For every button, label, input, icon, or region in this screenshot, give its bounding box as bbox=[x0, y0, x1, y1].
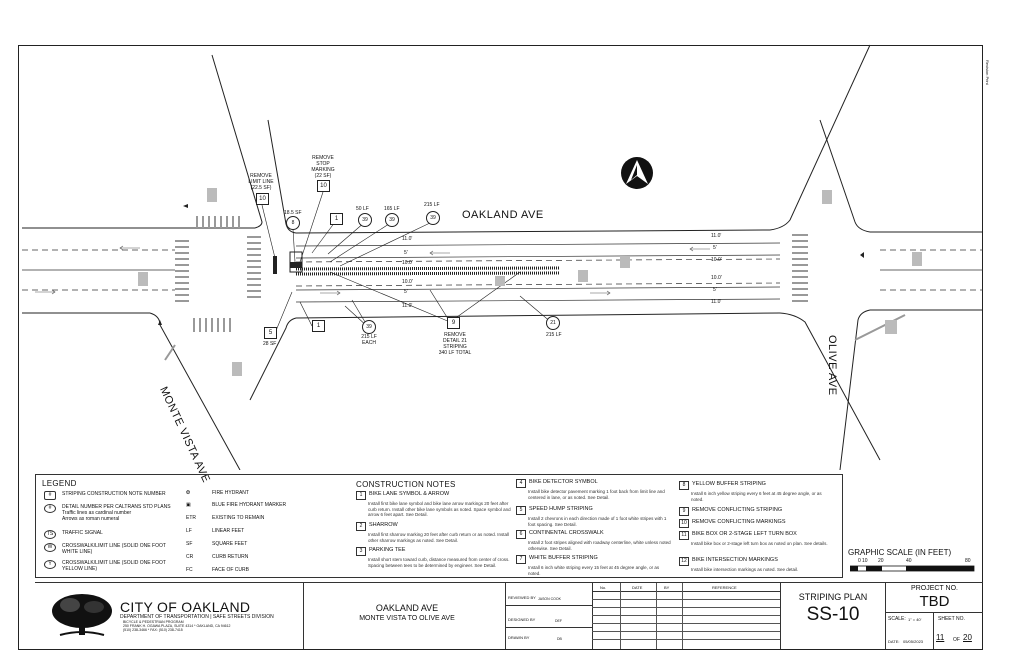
legend-item bbox=[44, 530, 194, 539]
removal-hatch bbox=[296, 268, 560, 269]
note-desc: Install first bike lane symbol and bike lane arrow markings 20 feet after curb return. Install other bike lane symbols as noted. Space symbol and arrow 6 feet apart. See Detail. bbox=[368, 501, 511, 517]
scale-tick: 0 bbox=[858, 558, 861, 564]
callout-215-lf-each: 215 LF EACH bbox=[361, 334, 377, 346]
reviewed-by: JASON COOK bbox=[538, 597, 561, 601]
department: DEPARTMENT OF TRANSPORTATION | SAFE STREETS DIVISION bbox=[120, 614, 274, 620]
note-number: 2 bbox=[356, 522, 366, 531]
designed-by-label: DESIGNED BY bbox=[508, 617, 536, 622]
note-title: SPEED HUMP STRIPING bbox=[529, 506, 593, 512]
street-label-olive: OLIVE AVE bbox=[826, 335, 838, 396]
callout-215-lf-right: 215 LF bbox=[546, 332, 562, 338]
sheet-title: STRIPING PLAN bbox=[798, 592, 868, 602]
divider bbox=[506, 605, 592, 606]
note-title: YELLOW BUFFER STRIPING bbox=[692, 481, 766, 487]
note-desc: Install 6 inch yellow striping every 6 feet at 45 degree angle, or as noted. bbox=[691, 491, 822, 502]
note-box-10: 10 bbox=[317, 180, 330, 192]
rev-header: DATE bbox=[632, 585, 643, 590]
drawn-by-label: DRAWN BY bbox=[508, 635, 530, 640]
rev-header: No. bbox=[600, 585, 607, 590]
lane-dim: 10.0' bbox=[711, 257, 722, 263]
scale-tick: 10 bbox=[862, 558, 868, 564]
sheet-of: OF bbox=[953, 637, 960, 643]
legend-notes-box bbox=[35, 474, 843, 578]
note-title: REMOVE CONFLICTING STRIPING bbox=[692, 507, 783, 513]
graphic-scale-bar bbox=[850, 565, 976, 573]
legend2-label: LINEAR FEET bbox=[212, 528, 245, 534]
legend2-item bbox=[186, 515, 306, 521]
note-title: REMOVE CONFLICTING MARKINGS bbox=[692, 519, 786, 525]
note-box-10: 10 bbox=[256, 193, 269, 205]
project-title: OAKLAND AVE bbox=[375, 603, 439, 613]
revision-table bbox=[592, 583, 780, 649]
note-desc: Install bike intersection markings as noted. See detail. bbox=[691, 567, 799, 572]
date-label: DATE: bbox=[888, 639, 900, 644]
construction-note bbox=[679, 557, 834, 573]
lane-dim: 5' bbox=[404, 289, 408, 295]
legend-label: STRIPING CONSTRUCTION NOTE NUMBER bbox=[62, 491, 166, 497]
construction-note bbox=[516, 530, 671, 551]
drawn-by: DB bbox=[557, 637, 562, 641]
legend-item bbox=[44, 504, 194, 522]
construction-note bbox=[679, 507, 834, 516]
legend2-abbr: CR bbox=[186, 554, 194, 560]
legend2-abbr: SF bbox=[186, 541, 193, 547]
note-title: CONTINENTAL CROSSWALK bbox=[529, 530, 604, 536]
margin-text: Revision Print bbox=[985, 60, 990, 85]
note-number: 8 bbox=[679, 481, 689, 490]
sheet-code: SS-10 bbox=[806, 604, 860, 625]
scale-tick: 80 bbox=[965, 558, 971, 564]
legend-symbol: W bbox=[44, 543, 56, 552]
lane-dim: 5' bbox=[713, 287, 717, 293]
project-no-label: PROJECT NO. bbox=[911, 585, 958, 592]
note-box-9: 9 bbox=[447, 317, 460, 329]
lane-dim: 10.0' bbox=[402, 279, 413, 285]
legend2-abbr: ETR bbox=[186, 515, 196, 521]
legend2-label: FACE OF CURB bbox=[212, 567, 249, 573]
lane-dim: 10.0' bbox=[711, 275, 722, 281]
divider bbox=[933, 613, 934, 649]
scale-value: 1" = 40' bbox=[908, 617, 922, 622]
detail-circle-21: 21 bbox=[546, 316, 560, 330]
legend-label: CROSSWALK/LIMIT LINE (SOLID ONE FOOT YELLOW LINE) bbox=[62, 560, 166, 572]
note-box-1: 1 bbox=[312, 320, 325, 332]
detail-circle-39: 39 bbox=[426, 211, 440, 225]
date-value: 05/05/2023 bbox=[903, 639, 924, 644]
construction-note bbox=[516, 506, 671, 527]
note-desc: Install 2 foot stripes aligned with roadway centerline, white unless noted otherwise. See Detail. bbox=[528, 540, 671, 551]
lane-dim: 5' bbox=[404, 250, 408, 256]
legend2-item bbox=[186, 490, 306, 496]
legend-symbol: TS bbox=[44, 530, 56, 539]
scale-label: SCALE: bbox=[888, 616, 906, 622]
legend-item bbox=[44, 543, 194, 555]
callout-215-lf-top: 215 LF bbox=[424, 202, 440, 208]
legend2-label: EXISTING TO REMAIN bbox=[212, 515, 265, 521]
legend2-label: CURB RETURN bbox=[212, 554, 249, 560]
oak-tree-logo bbox=[50, 591, 114, 639]
rev-header: BY bbox=[664, 585, 670, 590]
note-title: BIKE DETECTOR SYMBOL bbox=[529, 479, 598, 485]
callout-remove-stop-marking: REMOVE STOP MARKING (22 SF) bbox=[311, 155, 335, 179]
construction-note bbox=[356, 491, 511, 518]
legend2-label: FIRE HYDRANT bbox=[212, 490, 249, 496]
note-number: 3 bbox=[356, 547, 366, 556]
note-desc: Install short stem toward curb, distance measured from center of cross. Spacing between tees to be determined by engineer. See Detail. bbox=[368, 557, 510, 568]
note-number: 10 bbox=[679, 519, 689, 528]
construction-note bbox=[516, 479, 671, 500]
legend-item bbox=[44, 491, 194, 500]
sheet-no-label: SHEET NO. bbox=[938, 616, 965, 622]
program: BICYCLE & PEDESTRIAN PROGRAM bbox=[123, 620, 184, 624]
north-arrow bbox=[621, 157, 653, 189]
callout-165-lf: 165 LF bbox=[384, 206, 400, 212]
callout-remove-detail: REMOVE DETAIL 21 STRIPING 340 LF TOTAL bbox=[438, 332, 472, 356]
lane-dim: 11.0' bbox=[402, 236, 413, 242]
detail-circle-39: 39 bbox=[358, 213, 372, 227]
detail-circle-39: 39 bbox=[362, 320, 376, 334]
removal-hatch bbox=[296, 273, 560, 274]
fire-hydrant-icon: ❂ bbox=[186, 490, 191, 496]
note-desc: Install 2 chevrons in each direction made of 1 foot white stripes with 1 foot spacing. See Detail. bbox=[528, 516, 667, 527]
note-number: 7 bbox=[516, 555, 526, 564]
callout-remove-limit-line: REMOVE LIMIT LINE (22.5 SF) bbox=[248, 173, 274, 191]
note-number: 5 bbox=[516, 506, 526, 515]
note-title: BIKE LANE SYMBOL & ARROW bbox=[369, 491, 450, 497]
legend2-item bbox=[186, 502, 306, 508]
note-desc: Install first sharrow marking 20 feet after curb return or as noted. Install other sharrow markings as noted. See Detail. bbox=[368, 532, 510, 543]
lane-dim: 11.0' bbox=[711, 299, 722, 305]
note-title: PARKING TEE bbox=[369, 547, 406, 553]
note-title: SHARROW bbox=[369, 522, 398, 528]
construction-note bbox=[356, 547, 511, 568]
legend2-item bbox=[186, 528, 306, 534]
street-label-monte-vista: MONTE VISTA AVE bbox=[157, 385, 213, 485]
lane-dim: 10.0' bbox=[402, 260, 413, 266]
signal-devices bbox=[158, 204, 864, 325]
note-desc: Install 6 inch white striping every 15 feet at 45 degree angle, or as noted. bbox=[528, 565, 660, 576]
construction-note bbox=[679, 481, 834, 502]
note-desc: Install bike detector pavement marking 1 foot back from limit line and centered in lane, or as noted. See Detail. bbox=[528, 489, 665, 500]
divider bbox=[885, 612, 983, 613]
phone: (510) 238-3466 * FAX: (510) 238-7415 bbox=[123, 628, 183, 632]
legend-symbol: Y bbox=[44, 560, 56, 569]
note-number: 12 bbox=[679, 557, 689, 566]
note-title: BIKE BOX OR 2-STAGE LEFT TURN BOX bbox=[692, 531, 797, 537]
note-number: 9 bbox=[679, 507, 689, 516]
note-title: BIKE INTERSECTION MARKINGS bbox=[692, 557, 778, 563]
rev-header: REFERENCE bbox=[712, 585, 737, 590]
detail-circle-39: 39 bbox=[385, 213, 399, 227]
legend-symbol: # bbox=[44, 504, 56, 513]
note-desc: Install bike box or 2-stage left turn box as noted on plan. See details. bbox=[691, 541, 828, 546]
note-number: 4 bbox=[516, 479, 526, 488]
callout-28-sf: 28 SF bbox=[263, 341, 277, 347]
note-number: 11 bbox=[679, 531, 689, 540]
legend-symbol: # bbox=[44, 491, 56, 500]
lane-arrows bbox=[35, 246, 710, 295]
title-block bbox=[35, 582, 983, 649]
project-no: TBD bbox=[919, 593, 950, 610]
legend2-abbr: FC bbox=[186, 567, 193, 573]
sheet-no: 11 bbox=[936, 633, 945, 642]
hydrant-marker-icon: ▣ bbox=[186, 502, 191, 508]
legend2-label: BLUE FIRE HYDRANT MARKER bbox=[212, 502, 287, 508]
construction-note bbox=[356, 522, 511, 543]
legend2-abbr: LF bbox=[186, 528, 192, 534]
street-label-oakland: OAKLAND AVE bbox=[462, 209, 544, 221]
project-subtitle: MONTE VISTA TO OLIVE AVE bbox=[359, 615, 455, 622]
note-box-5: 5 bbox=[264, 327, 277, 339]
legend2-item bbox=[186, 541, 306, 547]
legend-label: DETAIL NUMBER PER CALTRANS STD PLANS Traffic lines as cardinal number Arrows as roman numeral bbox=[62, 504, 171, 522]
note-title: WHITE BUFFER STRIPING bbox=[529, 555, 598, 561]
sheet-total: 20 bbox=[963, 633, 972, 642]
construction-notes-title: CONSTRUCTION NOTES bbox=[356, 480, 456, 489]
legend-item bbox=[44, 560, 194, 572]
legend2-label: SQUARE FEET bbox=[212, 541, 248, 547]
legend-label: CROSSWALK/LIMIT LINE (SOLID ONE FOOT WHITE LINE) bbox=[62, 543, 166, 555]
scale-tick: 40 bbox=[906, 558, 912, 564]
note-number: 1 bbox=[356, 491, 366, 500]
address: 250 FRANK H. OGAWA PLAZA, SUITE 4314 * OAKLAND, CA 94612 bbox=[123, 624, 231, 628]
note-number: 6 bbox=[516, 530, 526, 539]
divider bbox=[303, 583, 304, 649]
divider bbox=[505, 583, 506, 649]
divider bbox=[506, 627, 592, 628]
construction-note bbox=[679, 531, 834, 547]
construction-note bbox=[679, 519, 834, 528]
designed-by: DEF bbox=[555, 619, 562, 623]
note-box-1: 1 bbox=[330, 213, 343, 225]
callout-18-5-sf: 18.5 SF bbox=[284, 210, 302, 216]
callout-50-lf: 50 LF bbox=[356, 206, 369, 212]
reviewed-by-label: REVIEWED BY bbox=[508, 595, 536, 600]
legend2-item bbox=[186, 567, 306, 573]
lane-dim: 11.0' bbox=[402, 303, 413, 309]
construction-note bbox=[516, 555, 671, 576]
legend-title: LEGEND bbox=[42, 479, 77, 488]
detail-circle-8: 8 bbox=[286, 216, 300, 230]
graphic-scale-title: GRAPHIC SCALE (IN FEET) bbox=[848, 548, 952, 557]
lane-dim: 5' bbox=[713, 245, 717, 251]
lane-dim: 11.0' bbox=[711, 233, 722, 239]
legend-label: TRAFFIC SIGNAL bbox=[62, 530, 103, 536]
scale-tick: 20 bbox=[878, 558, 884, 564]
city-name: CITY OF OAKLAND bbox=[120, 599, 251, 615]
legend2-item bbox=[186, 554, 306, 560]
